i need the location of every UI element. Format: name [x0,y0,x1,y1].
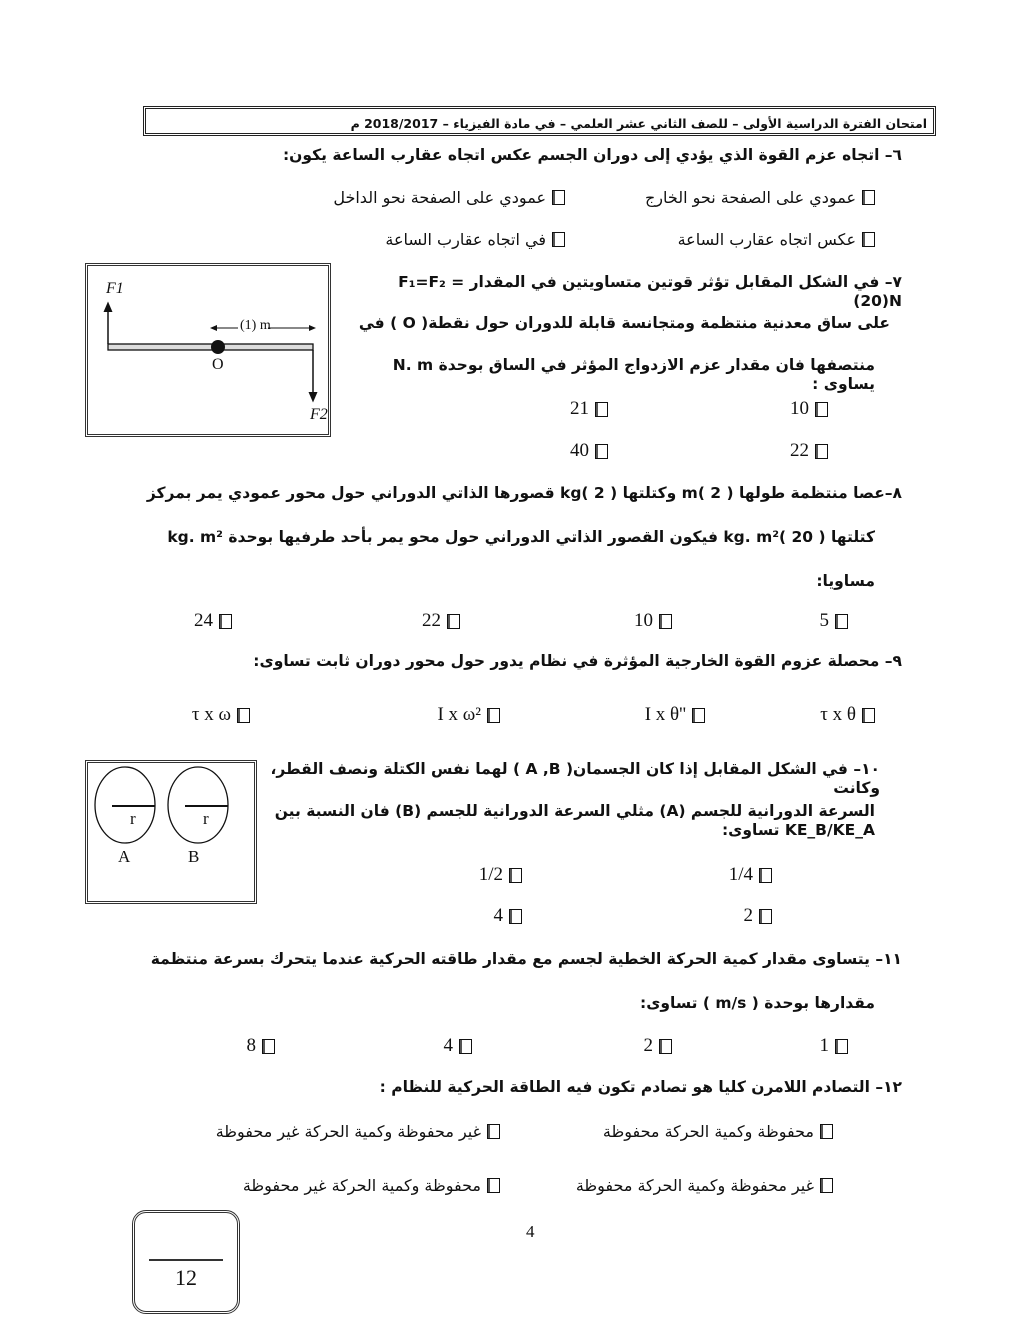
checkbox-icon[interactable] [595,444,608,459]
q6-option-4[interactable] [385,230,565,249]
distance-label: (1) m [240,318,271,333]
q9-option-4[interactable] [192,704,250,726]
q10-option-2[interactable] [479,864,522,886]
checkbox-icon[interactable] [820,1124,833,1139]
q12-option-2[interactable] [216,1122,500,1141]
option-label: τ x ω [191,704,231,725]
checkbox-icon[interactable] [237,708,250,723]
checkbox-icon[interactable] [487,1178,500,1193]
radius-label-b: r [203,809,209,828]
option-label: 21 [570,398,589,419]
option-label: 10 [790,398,809,419]
question-12: ١٢– التصادم اللامرن كليا هو تصادم تكون فيه الطاقة الحركية للنظام : [379,1078,902,1096]
option-label: 8 [246,1035,256,1056]
discs-diagram [88,763,254,901]
q9-option-2[interactable] [645,704,705,726]
checkbox-icon[interactable] [692,708,705,723]
option-label: 24 [194,610,213,631]
q9-option-1[interactable] [820,704,875,726]
q11-option-4[interactable] [247,1035,276,1057]
option-label: 1 [819,1035,829,1056]
checkbox-icon[interactable] [835,1039,848,1054]
checkbox-icon[interactable] [219,614,232,629]
checkbox-icon[interactable] [487,1124,500,1139]
q10-option-3[interactable] [744,905,773,927]
question-6: ٦– اتجاه عزم القوة الذي يؤدي إلى دوران الجسم عكس اتجاه عقارب الساعة يكون: [282,146,902,164]
option-label: 22 [790,440,809,461]
question-10-line-1: ١٠– في الشكل المقابل إذا كان الجسمان( A ,B ) لهما نفس الكتلة ونصف القطر، وكانت [270,760,880,797]
option-label: غير محفوظة وكمية الحركة غير محفوظة [215,1122,481,1141]
q7-option-2[interactable] [570,398,608,420]
checkbox-icon[interactable] [759,868,772,883]
option-label: في اتجاه عقارب الساعة [385,230,546,249]
f1-label: F1 [106,280,124,297]
page-number: 4 [526,1222,535,1241]
question-9: ٩– محصلة عزوم القوة الخارجية المؤثرة في نظام يدور حول محور دوران ثابت تساوى: [253,652,902,670]
q7-option-4[interactable] [570,440,608,462]
body-a-label: A [118,847,131,866]
q11-option-3[interactable] [444,1035,473,1057]
q7-option-1[interactable] [790,398,828,420]
q11-option-1[interactable] [820,1035,849,1057]
checkbox-icon[interactable] [509,868,522,883]
question-10-line-2: السرعة الدورانية للجسم (A) مثلي السرعة الدورانية للجسم (B) فان النسبة بين KE_B/KE_A تساوى: [274,802,875,839]
option-label: 1/4 [728,864,753,885]
q9-option-3[interactable] [437,704,500,726]
checkbox-icon[interactable] [262,1039,275,1054]
score-value: 12 [175,1265,197,1290]
checkbox-icon[interactable] [659,614,672,629]
option-label: I x θ'' [644,704,686,725]
checkbox-icon[interactable] [595,402,608,417]
question-7-line-3: منتصفها فان مقدار عزم الازدواج المؤثر في الساق بوحدة N. m يساوى : [392,356,875,393]
q10-figure [85,760,257,904]
checkbox-icon[interactable] [820,1178,833,1193]
checkbox-icon[interactable] [815,444,828,459]
question-8-line-1: ٨–عصا منتظمة طولها m( 2 ) وكتلتها kg( 2 ) قصورها الذاتي الدوراني حول محور عمودي يمر بمركز [146,484,902,502]
q10-option-1[interactable] [729,864,772,886]
q6-option-2[interactable] [333,188,565,207]
checkbox-icon[interactable] [759,909,772,924]
q7-option-3[interactable] [790,440,828,462]
rod-diagram [88,266,328,434]
checkbox-icon[interactable] [459,1039,472,1054]
option-label: 22 [422,610,441,631]
option-label: عمودي على الصفحة نحو الداخل [333,188,546,207]
checkbox-icon[interactable] [487,708,500,723]
checkbox-icon[interactable] [447,614,460,629]
f2-label: F2 [310,406,328,423]
question-7-line-2: على ساق معدنية منتظمة ومتجانسة قابلة للدوران حول نقطة( O ) في [358,314,890,332]
q6-option-1[interactable] [645,188,875,207]
q12-option-3[interactable] [576,1176,833,1195]
option-label: 2 [643,1035,653,1056]
option-label: 4 [493,905,503,926]
q6-option-3[interactable] [678,230,875,249]
option-label: 4 [443,1035,453,1056]
q8-option-3[interactable] [422,610,460,632]
pivot-label: O [212,356,224,373]
checkbox-icon[interactable] [862,190,875,205]
checkbox-icon[interactable] [552,190,565,205]
score-box [132,1210,240,1314]
option-label: عمودي على الصفحة نحو الخارج [644,188,856,207]
q7-figure [85,263,331,437]
question-11-line-1: ١١– يتساوى مقدار كمية الحركة الخطية لجسم مع مقدار طاقته الحركية عندما يتحرك بسرعة منتظمة [150,950,902,968]
q8-option-2[interactable] [634,610,672,632]
option-label: عكس اتجاه عقارب الساعة [677,230,856,249]
option-label: محفوظة وكمية الحركة محفوظة [602,1122,814,1141]
option-label: τ x θ [820,704,856,725]
q12-option-1[interactable] [603,1122,833,1141]
checkbox-icon[interactable] [659,1039,672,1054]
option-label: 10 [634,610,653,631]
option-label: محفوظة وكمية الحركة غير محفوظة [242,1176,481,1195]
option-label: 2 [743,905,753,926]
q8-option-1[interactable] [820,610,849,632]
q10-option-4[interactable] [494,905,523,927]
checkbox-icon[interactable] [552,232,565,247]
radius-label-a: r [130,809,136,828]
option-label: 1/2 [478,864,503,885]
q8-option-4[interactable] [194,610,232,632]
body-b-label: B [188,847,200,866]
q11-option-2[interactable] [644,1035,673,1057]
option-label: 40 [570,440,589,461]
checkbox-icon[interactable] [815,402,828,417]
checkbox-icon[interactable] [862,232,875,247]
option-label: I x ω² [437,704,481,725]
question-8-line-3: مساويا: [816,572,875,590]
exam-header: امتحان الفترة الدراسية الأولى – للصف الثاني عشر العلمي – في مادة الفيزياء – 2018/2017 م [143,106,936,136]
checkbox-icon[interactable] [835,614,848,629]
option-label: 5 [819,610,829,631]
question-7-line-1: ٧– في الشكل المقابل تؤثر قوتين متساويتين في المقدار F₁=F₂ = (20)N [398,273,902,310]
checkbox-icon[interactable] [862,708,875,723]
pivot-point [211,340,225,354]
q12-option-4[interactable] [243,1176,500,1195]
score-divider [149,1259,223,1261]
question-8-line-2: كتلتها kg. m²( 20 ) فيكون القصور الذاتي الدوراني حول محو يمر بأحد طرفيها بوحدة kg. m² [167,528,875,546]
question-11-line-2: مقدارها بوحدة ( m/s ) تساوى: [640,994,875,1012]
option-label: غير محفوظة وكمية الحركة محفوظة [575,1176,814,1195]
checkbox-icon[interactable] [509,909,522,924]
